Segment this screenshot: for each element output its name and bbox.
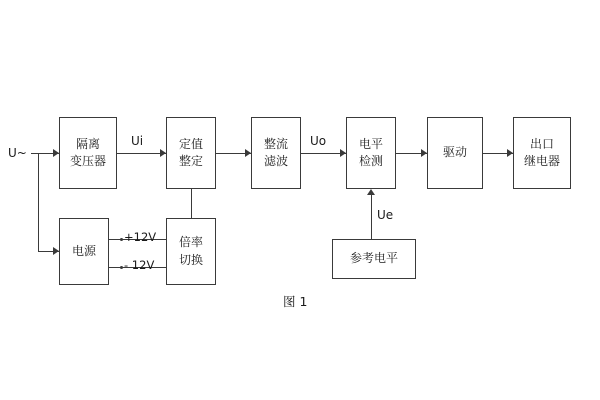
- block-line: 电源: [71, 243, 96, 258]
- junction-dot-minus12: [120, 266, 123, 269]
- block-line: 参考电平: [349, 251, 398, 266]
- block-line: 隔离: [75, 136, 100, 151]
- block-line: 驱动: [442, 145, 467, 160]
- block-output-relay: [513, 117, 571, 189]
- block-drive: [427, 117, 483, 189]
- arrowhead-setting-to-rectify: [245, 149, 251, 157]
- block-rectify-filter: [251, 117, 301, 189]
- block-power-supply: [59, 218, 109, 285]
- label-ue: Ue: [377, 208, 394, 222]
- block-line: 倍率: [178, 235, 203, 250]
- block-level-detect: [346, 117, 396, 189]
- arrowhead-branch-to-power-supply: [53, 247, 59, 255]
- block-line: 电平: [358, 136, 383, 151]
- label-minus-12v: - 12V: [124, 258, 155, 272]
- block-line: 滤波: [263, 154, 288, 168]
- block-line: 检测: [358, 154, 383, 168]
- wire-isolation-to-setting: [117, 153, 166, 154]
- block-line: 继电器: [523, 154, 560, 168]
- block-line: 切换: [178, 252, 203, 267]
- arrowhead-input-to-isolation: [53, 149, 59, 157]
- wire-multiplier-to-setting: [191, 189, 192, 218]
- arrowhead-isolation-to-setting: [160, 149, 166, 157]
- label-uo: Uo: [310, 134, 327, 148]
- block-reference-level: [332, 239, 416, 279]
- block-setting-adjust: [166, 117, 216, 189]
- junction-dot-plus12: [120, 238, 123, 241]
- block-line: 定值: [178, 136, 203, 151]
- figure-caption: 图 1: [283, 294, 308, 309]
- block-line: 变压器: [69, 154, 106, 168]
- label-plus-12v: +12V: [124, 230, 157, 244]
- arrowhead-drive-to-output-relay: [507, 149, 513, 157]
- label-ui: Ui: [131, 134, 144, 148]
- arrowhead-rectify-to-level-detect: [340, 149, 346, 157]
- block-line: 整定: [178, 154, 203, 168]
- arrowhead-reference-to-level-detect: [367, 189, 375, 195]
- wire-reference-to-level-detect: [371, 195, 372, 239]
- label-input-u: U~: [8, 146, 27, 160]
- block-isolation-transformer: [59, 117, 117, 189]
- block-multiplier-switch: [166, 218, 216, 285]
- wire-input-branch-vertical: [38, 153, 39, 251]
- block-line: 出口: [529, 136, 554, 151]
- arrowhead-level-detect-to-drive: [421, 149, 427, 157]
- block-line: 整流: [263, 136, 288, 151]
